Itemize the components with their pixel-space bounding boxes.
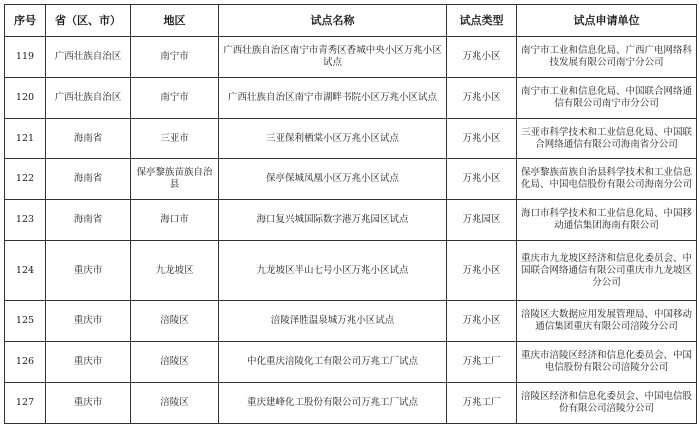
table-row xyxy=(5,342,697,383)
header-pilot-type: 试点类型 xyxy=(447,5,517,37)
table-row xyxy=(5,118,697,159)
cell-pilot-type: 万兆小区 xyxy=(447,241,517,301)
cell-pilot-name: 保亭保城凤凰小区万兆小区试点 xyxy=(219,159,447,200)
cell-province: 广西壮族自治区 xyxy=(46,77,131,118)
cell-applicant: 南宁市工业和信息化局、中国联合网络通信有限公司南宁市分公司 xyxy=(517,77,697,118)
cell-province: 海南省 xyxy=(46,159,131,200)
cell-province: 重庆市 xyxy=(46,383,131,424)
cell-no: 127 xyxy=(5,383,46,424)
cell-no: 126 xyxy=(5,342,46,383)
cell-province: 重庆市 xyxy=(46,342,131,383)
cell-applicant: 涪陵区经济和信息化委员会、中国电信股份有限公司涪陵分公司 xyxy=(517,383,697,424)
header-no: 序号 xyxy=(5,5,46,37)
cell-pilot-type: 万兆工厂 xyxy=(447,383,517,424)
cell-province: 海南省 xyxy=(46,200,131,241)
cell-pilot-name: 三亚保利栖棠小区万兆小区试点 xyxy=(219,118,447,159)
cell-region: 涪陵区 xyxy=(131,383,219,424)
table-row xyxy=(5,301,697,342)
header-applicant: 试点申请单位 xyxy=(517,5,697,37)
cell-region: 南宁市 xyxy=(131,37,219,78)
header-row xyxy=(5,5,697,37)
cell-pilot-name: 广西壮族自治区南宁市湖畔书院小区万兆小区试点 xyxy=(219,77,447,118)
cell-region: 海口市 xyxy=(131,200,219,241)
table-row xyxy=(5,383,697,424)
cell-pilot-type: 万兆园区 xyxy=(447,200,517,241)
cell-province: 重庆市 xyxy=(46,241,131,301)
header-region: 地区 xyxy=(131,5,219,37)
cell-applicant: 涪陵区大数据应用发展管理局、中国移动通信集团重庆有限公司涪陵分公司 xyxy=(517,301,697,342)
pilot-table xyxy=(4,4,697,424)
cell-pilot-type: 万兆小区 xyxy=(447,301,517,342)
cell-region: 涪陵区 xyxy=(131,301,219,342)
cell-province: 海南省 xyxy=(46,118,131,159)
cell-region: 涪陵区 xyxy=(131,342,219,383)
cell-applicant: 南宁市工业和信息化局、广西广电网络科技发展有限公司南宁分公司 xyxy=(517,37,697,78)
cell-region: 三亚市 xyxy=(131,118,219,159)
cell-pilot-type: 万兆工厂 xyxy=(447,342,517,383)
cell-region: 南宁市 xyxy=(131,77,219,118)
cell-province: 重庆市 xyxy=(46,301,131,342)
cell-no: 124 xyxy=(5,241,46,301)
cell-no: 120 xyxy=(5,77,46,118)
cell-applicant: 海口市科学技术和工业信息化局、中国移动通信集团海南有限公司 xyxy=(517,200,697,241)
table-row xyxy=(5,77,697,118)
cell-province: 广西壮族自治区 xyxy=(46,37,131,78)
cell-region: 保亭黎族苗族自治县 xyxy=(131,159,219,200)
cell-pilot-name: 海口复兴城国际数字港万兆园区试点 xyxy=(219,200,447,241)
cell-no: 122 xyxy=(5,159,46,200)
cell-no: 121 xyxy=(5,118,46,159)
cell-applicant: 重庆市涪陵区经济和信息化委员会、中国电信股份有限公司涪陵分公司 xyxy=(517,342,697,383)
table-row xyxy=(5,241,697,301)
cell-no: 119 xyxy=(5,37,46,78)
cell-region: 九龙坡区 xyxy=(131,241,219,301)
cell-pilot-type: 万兆小区 xyxy=(447,118,517,159)
cell-no: 125 xyxy=(5,301,46,342)
cell-pilot-type: 万兆小区 xyxy=(447,37,517,78)
cell-no: 123 xyxy=(5,200,46,241)
table-row xyxy=(5,37,697,78)
header-pilot-name: 试点名称 xyxy=(219,5,447,37)
cell-pilot-name: 广西壮族自治区南宁市青秀区香城中央小区万兆小区试点 xyxy=(219,37,447,78)
table-row xyxy=(5,159,697,200)
table-row xyxy=(5,200,697,241)
cell-pilot-type: 万兆小区 xyxy=(447,159,517,200)
cell-pilot-name: 中化重庆涪陵化工有限公司万兆工厂试点 xyxy=(219,342,447,383)
cell-applicant: 三亚市科学技术和工业信息化局、中国联合网络通信有限公司海南省分公司 xyxy=(517,118,697,159)
cell-pilot-type: 万兆小区 xyxy=(447,77,517,118)
header-province: 省（区、市） xyxy=(46,5,131,37)
cell-pilot-name: 涪陵泽胜温泉城万兆小区试点 xyxy=(219,301,447,342)
cell-pilot-name: 重庆建峰化工股份有限公司万兆工厂试点 xyxy=(219,383,447,424)
cell-applicant: 重庆市九龙坡区经济和信息化委员会、中国联合网络通信有限公司重庆市九龙坡区分公司 xyxy=(517,241,697,301)
cell-applicant: 保亭黎族苗族自治县科学技术和工业信息化局、中国电信股份有限公司海南分公司 xyxy=(517,159,697,200)
cell-pilot-name: 九龙坡区半山七号小区万兆小区试点 xyxy=(219,241,447,301)
